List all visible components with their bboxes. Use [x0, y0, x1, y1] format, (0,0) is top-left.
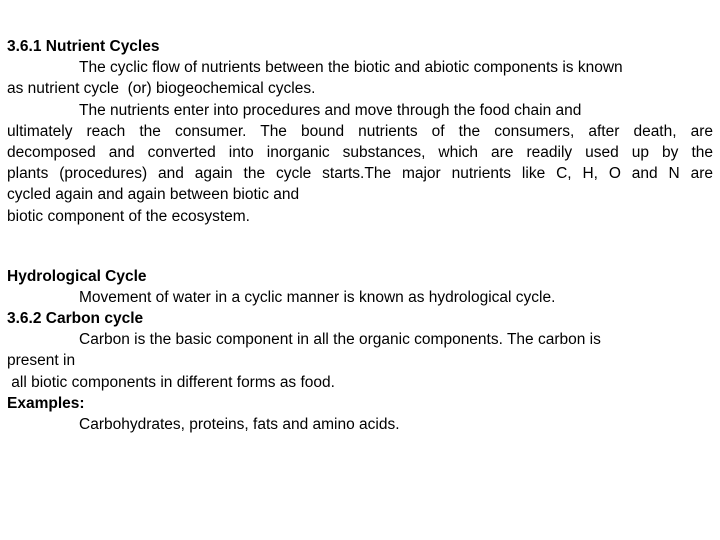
nutrient-cycles-para2-line1: The nutrients enter into procedures and move through the food chain and	[79, 101, 582, 119]
nutrient-cycles-para1-line1: The cyclic flow of nutrients between the biotic and abiotic components is known	[79, 59, 623, 77]
hydrological-cycle-heading: Hydrological Cycle	[7, 267, 147, 285]
nutrient-cycles-heading: 3.6.1 Nutrient Cycles	[7, 38, 160, 55]
carbon-cycle-heading: 3.6.2 Carbon cycle	[7, 310, 144, 328]
examples-text: Carbohydrates, proteins, fats and amino acids.	[79, 416, 400, 433]
hydrological-cycle-para: Movement of water in a cyclic manner is known as hydrological cycle.	[79, 288, 556, 306]
nutrient-cycles-para2-line6: biotic component of the ecosystem.	[7, 207, 250, 225]
nutrient-cycles-para1-line2: as nutrient cycle (or) biogeochemical cycles.	[7, 80, 316, 98]
nutrient-cycles-para2-line5: cycled again and again between biotic and	[7, 186, 300, 204]
carbon-cycle-para-line3: all biotic components in different forms as food.	[7, 373, 335, 391]
document-body	[7, 36, 713, 435]
section-spacer	[7, 227, 713, 266]
examples-label: Examples:	[7, 394, 85, 412]
nutrient-cycles-para2-line2: ultimately reach the consumer. The bound nutrients of the consumers, after death, are	[7, 122, 713, 140]
carbon-cycle-para-line1: Carbon is the basic component in all the organic components. The carbon is	[79, 331, 601, 349]
carbon-cycle-para-line2: present in	[7, 352, 76, 370]
nutrient-cycles-para2-line4: plants (procedures) and again the cycle starts.The major nutrients like C, H, O and N are	[7, 165, 713, 183]
nutrient-cycles-para2-line3: decomposed and converted into inorganic substances, which are readily used up by the	[7, 143, 713, 161]
